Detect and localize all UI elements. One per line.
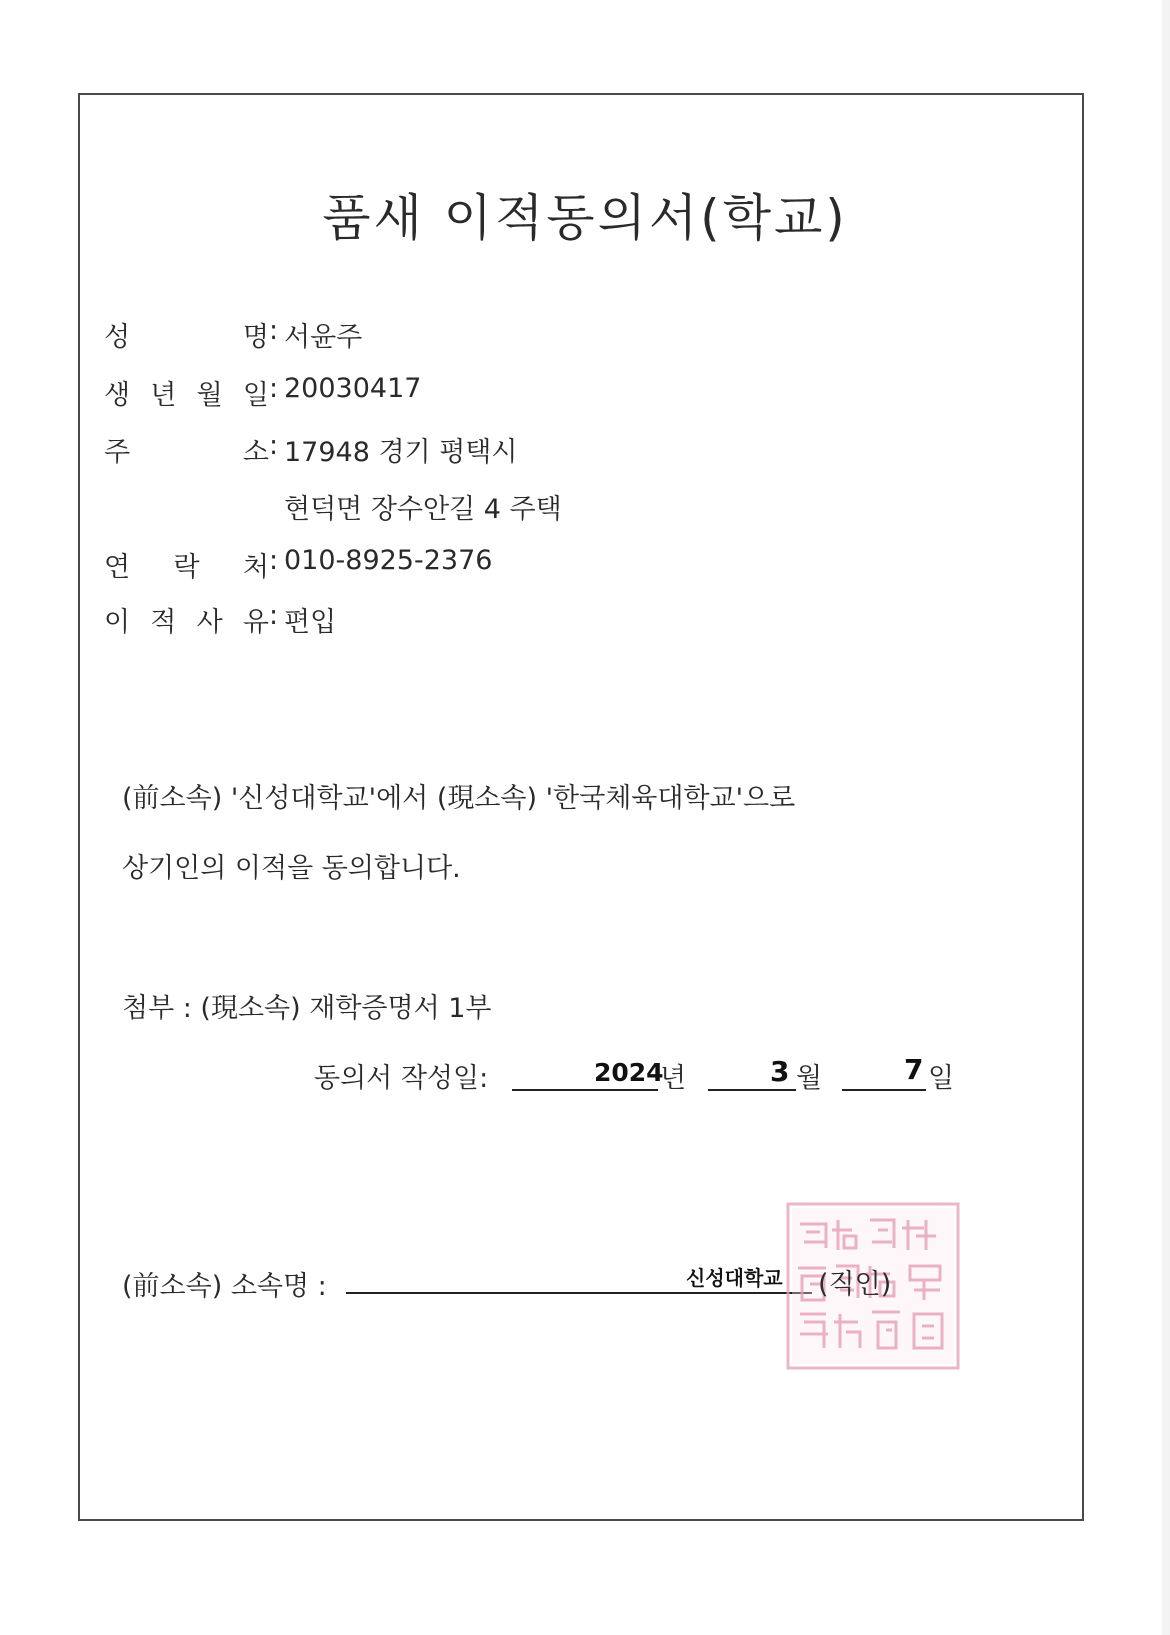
field-label: 이 적 사 유 xyxy=(104,607,269,638)
date-day: 7 xyxy=(904,1053,924,1086)
year-underline xyxy=(512,1089,658,1091)
day-underline xyxy=(842,1089,926,1091)
date-label: 동의서 작성일: xyxy=(314,1063,489,1094)
date-month: 3 xyxy=(770,1055,790,1088)
field-value: 010-8925-2376 xyxy=(284,545,493,576)
affiliation-value: 신성대학교 xyxy=(686,1266,783,1290)
consent-line-1: (前소속) '신성대학교'에서 (現소속) '한국체육대학교'으로 xyxy=(122,783,796,814)
date-year-unit: 년 xyxy=(660,1063,687,1094)
affiliation-underline xyxy=(346,1292,812,1294)
seal-note: (직인) xyxy=(818,1269,892,1300)
field-label: 성 명 xyxy=(104,322,269,353)
field-label: 주 소 xyxy=(104,437,269,468)
field-value: 편입 xyxy=(284,607,337,638)
field-value: 현덕면 장수안길 4 주택 xyxy=(284,494,562,525)
document-title: 품새 이적동의서(학교) xyxy=(322,189,848,247)
consent-line-2: 상기인의 이적을 동의합니다. xyxy=(122,853,461,884)
attachment-line: 첨부 : (現소속) 재학증명서 1부 xyxy=(122,993,492,1024)
field-label: 생 년 월 일 xyxy=(104,380,269,411)
field-value: 17948 경기 평택시 xyxy=(284,437,518,468)
date-month-unit: 월 xyxy=(796,1063,823,1094)
field-value: 서윤주 xyxy=(284,322,363,353)
field-label: 연 락 처 xyxy=(104,552,269,583)
field-value: 20030417 xyxy=(284,373,422,404)
affiliation-label: (前소속) 소속명 : xyxy=(122,1271,327,1302)
date-day-unit: 일 xyxy=(928,1063,955,1094)
date-year: 2024 xyxy=(594,1058,664,1087)
month-underline xyxy=(708,1089,796,1091)
